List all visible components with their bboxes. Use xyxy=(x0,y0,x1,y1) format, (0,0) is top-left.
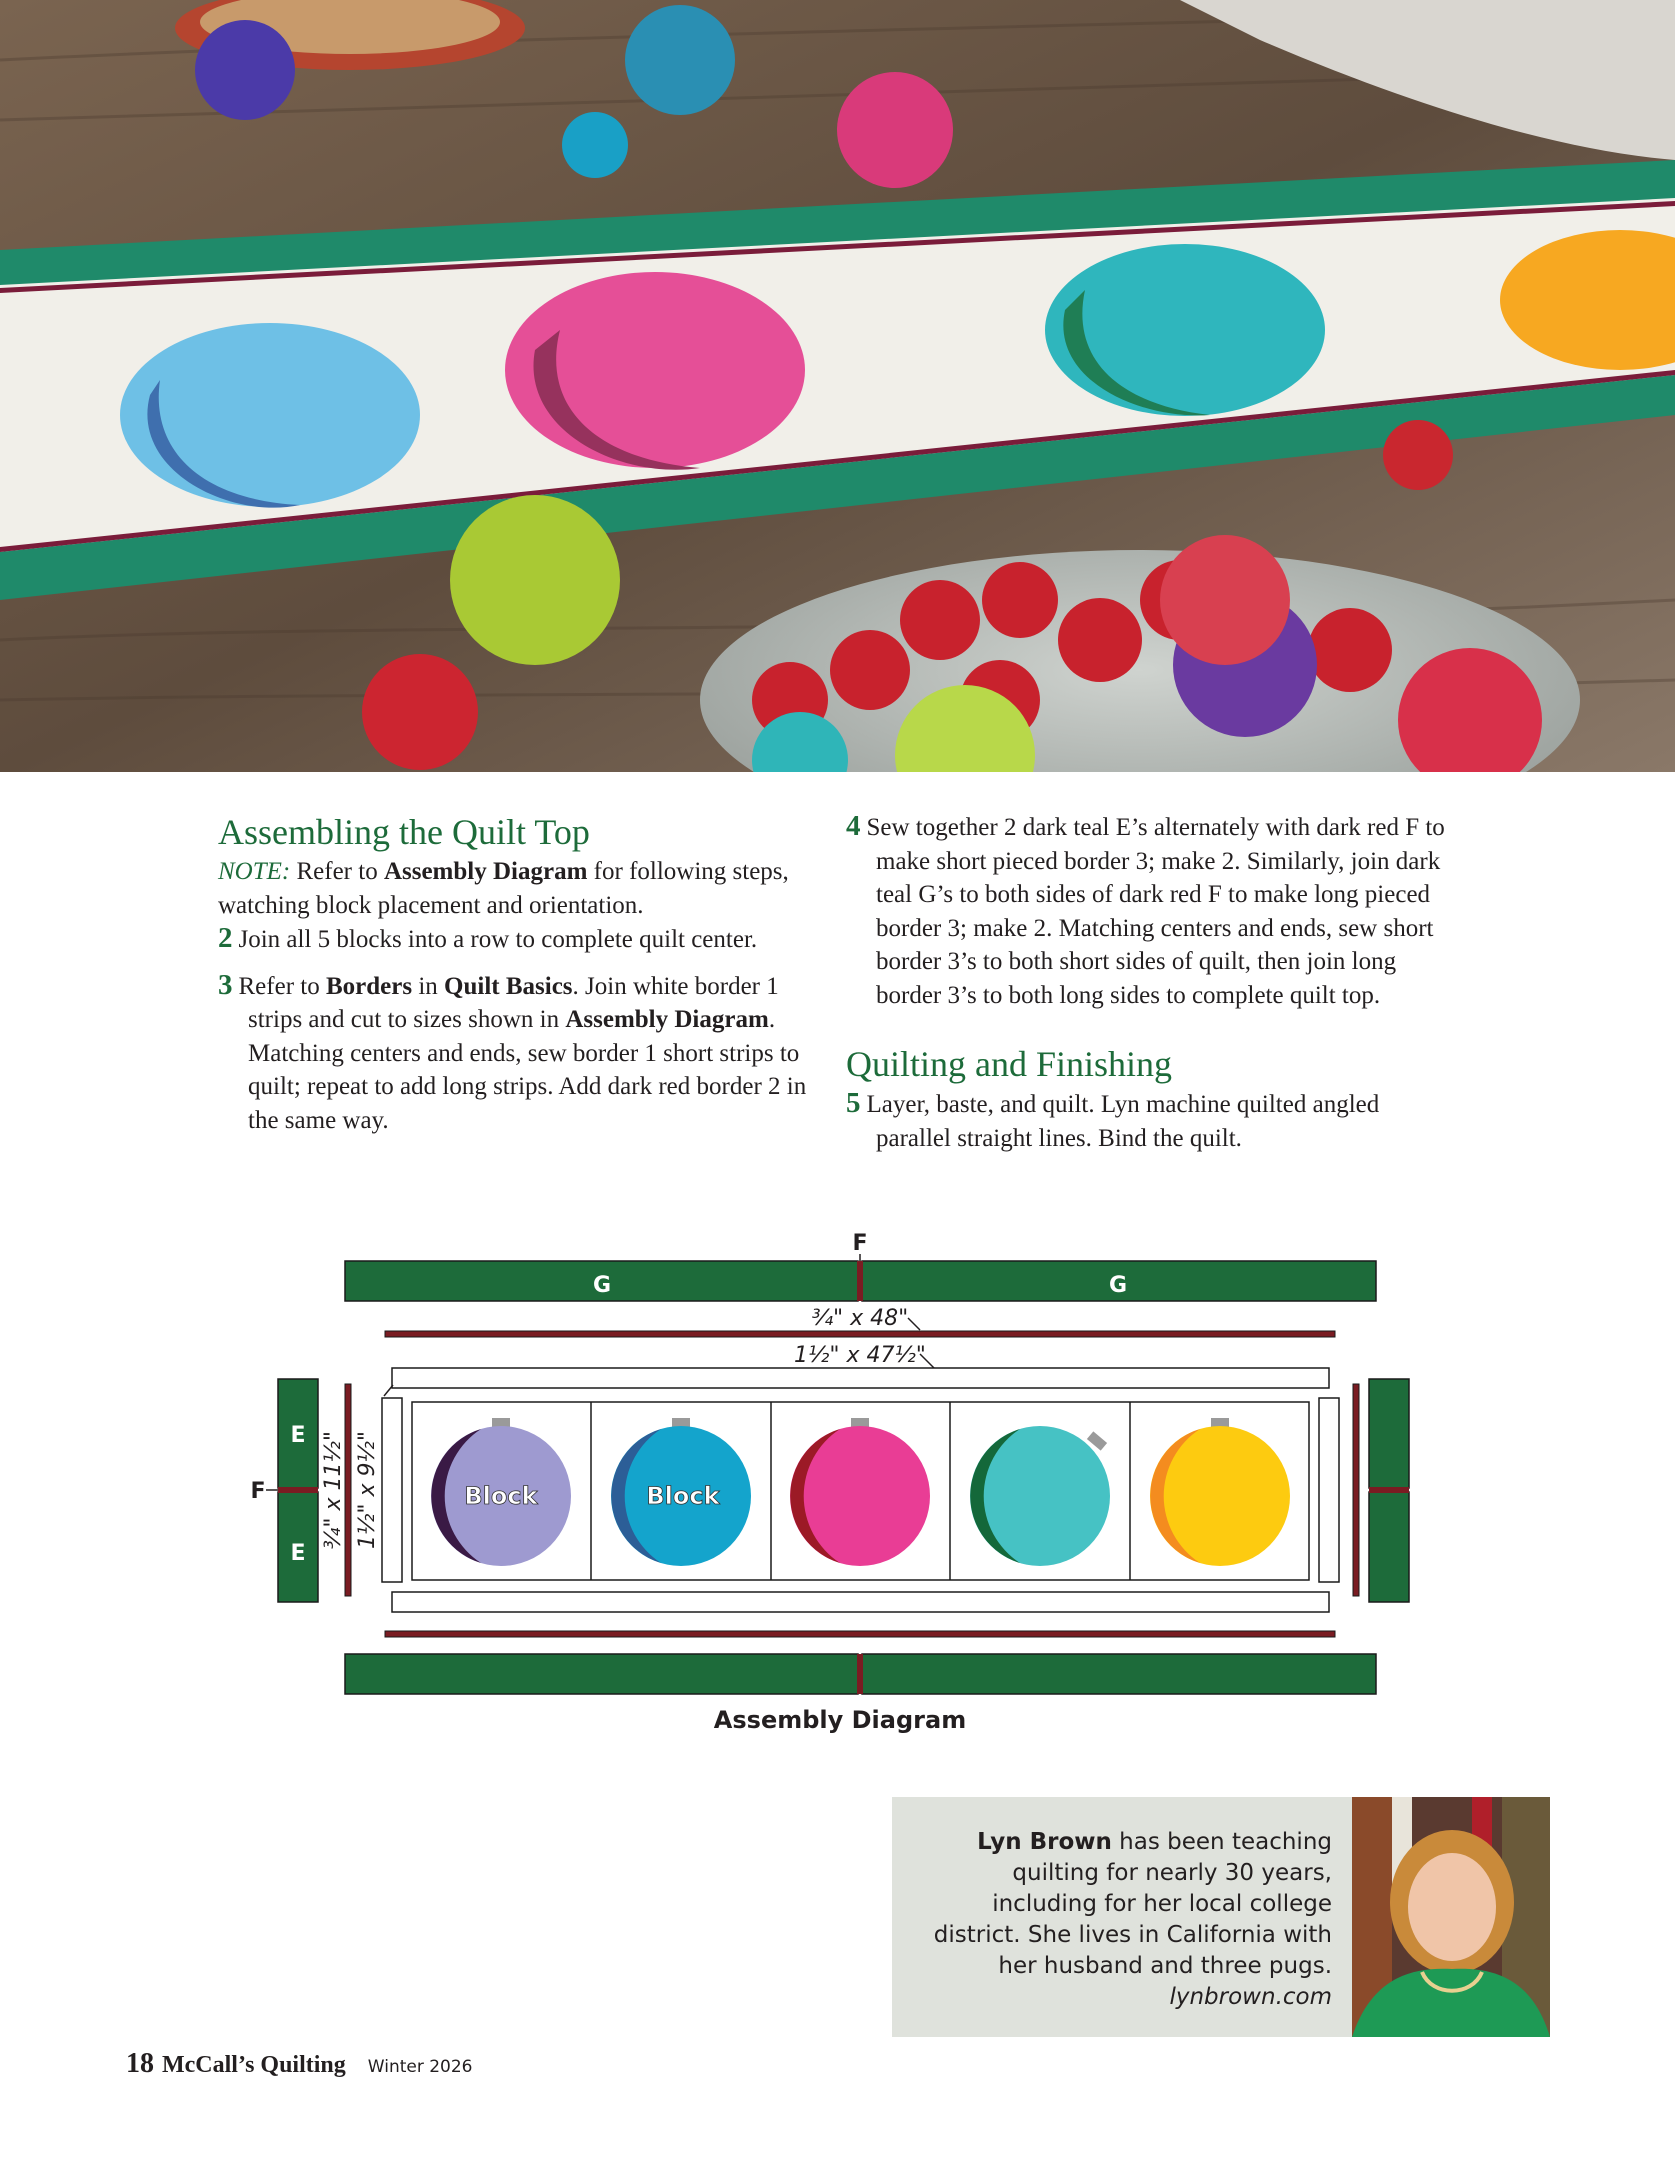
label-e-bottom: E xyxy=(290,1541,306,1566)
border3-right-f xyxy=(1369,1487,1409,1493)
step-3-text-d: . Join white border 1 strips and cut to sizes shown in xyxy=(248,972,779,1033)
column-left xyxy=(218,810,818,1137)
border1-left xyxy=(382,1398,402,1582)
border2-bottom xyxy=(385,1631,1335,1637)
step-5-text: Layer, baste, and quilt. Lyn machine quilted angled parallel straight lines. Bind the quilt. xyxy=(866,1091,1380,1152)
border3-left-f xyxy=(278,1487,318,1493)
block-4 xyxy=(970,1426,1110,1566)
label-f-top: F xyxy=(852,1231,868,1256)
step-5 xyxy=(846,1087,1446,1155)
step-2-number: 2 xyxy=(218,922,233,954)
step-3-number: 3 xyxy=(218,968,233,1001)
label-f-left: F xyxy=(250,1479,266,1504)
author-bio xyxy=(892,1797,1352,2037)
note-label: NOTE: xyxy=(218,858,291,885)
border3-bottom-left-g xyxy=(345,1654,858,1694)
step-3-bold-basics: Quilt Basics xyxy=(444,972,573,1000)
border1-bottom xyxy=(392,1592,1329,1612)
dim-border2-long: ¾" x 48" xyxy=(811,1306,909,1331)
step-2-text: Join all 5 blocks into a row to complete quilt center. xyxy=(238,926,758,953)
step-3-text-a: Refer to xyxy=(238,972,326,1000)
heading-assembling: Assembling the Quilt Top xyxy=(218,812,590,852)
border3-top-f xyxy=(857,1261,863,1301)
dim-border2-short: ¾" x 11½" xyxy=(321,1431,346,1549)
magazine-name: McCall’s Quilting xyxy=(162,2052,346,2078)
step-2 xyxy=(218,922,818,957)
author-website[interactable]: lynbrown.com xyxy=(1169,1984,1332,2010)
step-4 xyxy=(846,810,1446,1012)
issue-name: Winter 2026 xyxy=(367,2057,473,2077)
column-right xyxy=(846,810,1446,1155)
quilt-photo xyxy=(0,0,1675,772)
label-g-right: G xyxy=(1108,1273,1128,1298)
note-text-b: for following steps, watching block placement and orientation. xyxy=(218,858,789,919)
step-3-text-c: in xyxy=(412,972,445,1000)
dim-border1-long: 1½" x 47½" xyxy=(794,1343,926,1368)
page-number: 18 xyxy=(126,2048,154,2079)
step-3 xyxy=(218,969,818,1138)
label-e-top: E xyxy=(290,1423,306,1448)
dim-border1-short: 1½" x 9½" xyxy=(355,1431,380,1549)
note-text-a: Refer to xyxy=(290,858,384,885)
step-3-bold-borders: Borders xyxy=(325,972,413,1000)
author-portrait xyxy=(1352,1797,1550,2037)
page-footer xyxy=(126,2048,473,2080)
diagram-caption: Assembly Diagram xyxy=(713,1706,967,1734)
border2-top xyxy=(385,1331,1335,1337)
border3-bottom-f xyxy=(857,1654,863,1694)
note-bold: Assembly Diagram xyxy=(383,858,588,885)
bio-body: has been teaching quilting for nearly 30 years, including for her local college district. She lives in California with her husband and three pugs. xyxy=(933,1829,1332,1979)
step-3-bold-diagram: Assembly Diagram xyxy=(565,1006,769,1033)
border1-right xyxy=(1319,1398,1339,1582)
heading-quilting: Quilting and Finishing xyxy=(846,1044,1173,1084)
label-g-left: G xyxy=(592,1273,612,1298)
block-label-1: Block xyxy=(464,1482,538,1510)
note-paragraph xyxy=(218,855,818,922)
border2-right xyxy=(1353,1384,1359,1596)
bio-text xyxy=(912,1827,1332,2013)
step-5-number: 5 xyxy=(846,1087,861,1119)
step-3-text-e: . Matching centers and ends, sew border 1 short strips to quilt; repeat to add long strips. Add dark red border 2 in the same way. xyxy=(248,1006,807,1134)
assembly-diagram xyxy=(240,1220,1440,1740)
author-name: Lyn Brown xyxy=(977,1829,1112,1855)
border3-bottom-right-g xyxy=(862,1654,1376,1694)
block-label-2: Block xyxy=(646,1482,720,1510)
border3-right-e-bottom xyxy=(1369,1492,1409,1602)
step-4-number: 4 xyxy=(846,810,861,842)
border3-right-e-top xyxy=(1369,1379,1409,1488)
step-4-text: Sew together 2 dark teal E’s alternately with dark red F to make short pieced border 3; make 2. Similarly, join dark teal G’s to both sides of dark red F to make long pieced border 3; make 2. Matching centers and ends, sew short border 3’s to both short sides of quilt, then join long border 3’s to both long sides to complete quilt top. xyxy=(866,814,1445,1009)
border1-top xyxy=(392,1368,1329,1388)
